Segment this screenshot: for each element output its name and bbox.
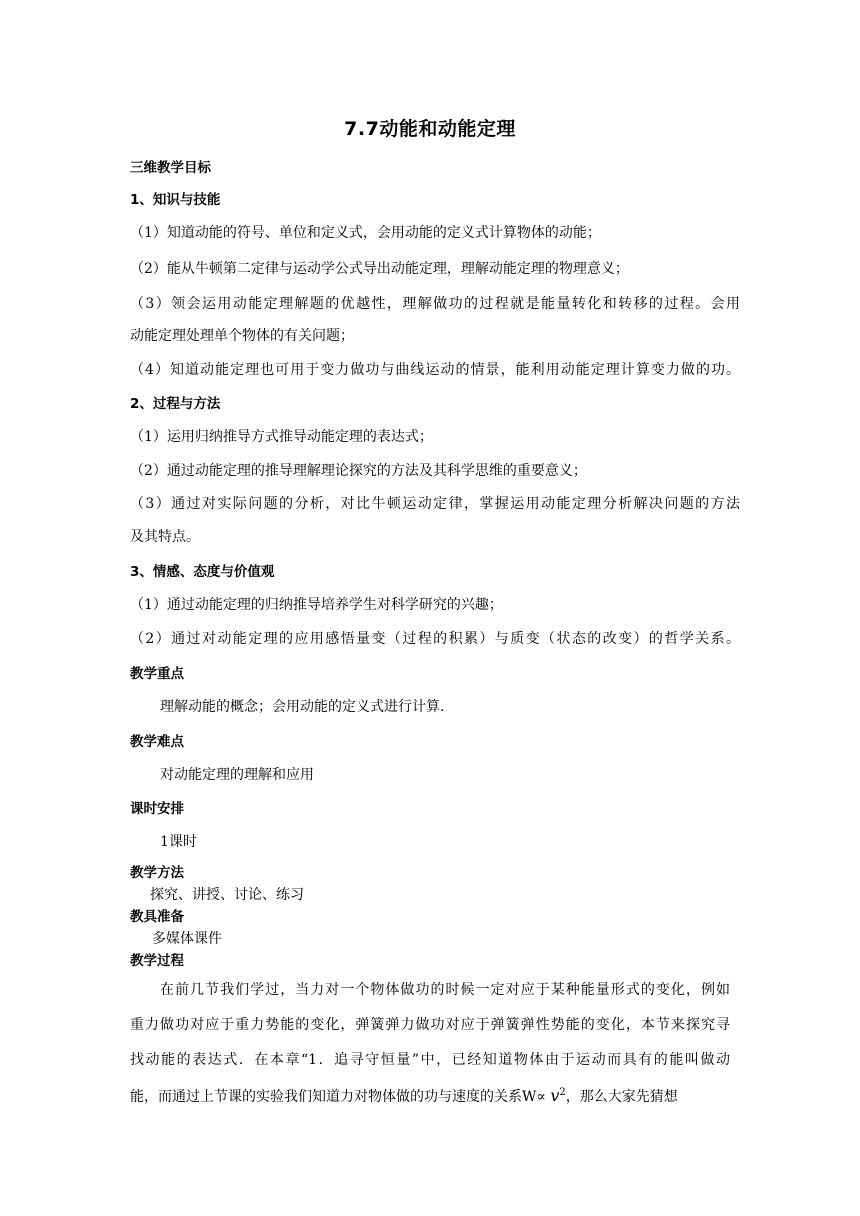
tools-text: 多媒体课件 bbox=[152, 931, 222, 947]
attitude-item-2: （2）通过对动能定理的应用感悟量变（过程的积累）与质变（状态的改变）的哲学关系。 bbox=[130, 631, 740, 647]
method-heading: 教学方法 bbox=[130, 865, 184, 881]
body-line-1: 在前几节我们学过，当力对一个物体做功的时候一定对应于某种能量形式的变化，例如 bbox=[160, 982, 730, 998]
difficulty-text: 对动能定理的理解和应用 bbox=[160, 767, 314, 783]
goals-heading: 三维教学目标 bbox=[130, 160, 211, 176]
body-line-4 bbox=[130, 1086, 730, 1107]
body-line-4-prefix: 能，而通过上节课的实验我们知道力对物体做的功与速度的关系 bbox=[130, 1089, 522, 1105]
method-text: 探究、讲授、讨论、练习 bbox=[150, 887, 304, 903]
velocity-exponent: 2 bbox=[559, 1087, 566, 1098]
attitude-item-1: （1）通过动能定理的归纳推导培养学生对科学研究的兴趣； bbox=[130, 597, 503, 613]
knowledge-item-2: （2）能从牛顿第二定律与运动学公式导出动能定理，理解动能定理的物理意义； bbox=[130, 261, 629, 277]
attitude-heading: 3、情感、态度与价值观 bbox=[130, 564, 275, 580]
procedure-heading: 教学过程 bbox=[130, 953, 184, 969]
process-item-3-line-1: （3）通过对实际问题的分析，对比牛顿运动定律，掌握运用动能定理分析解决问题的方法 bbox=[130, 496, 740, 512]
process-item-1: （1）运用归纳推导方式推导动能定理的表达式； bbox=[130, 429, 433, 445]
velocity-symbol: v bbox=[550, 1086, 560, 1105]
key-points-heading: 教学重点 bbox=[130, 666, 184, 682]
process-heading: 2、过程与方法 bbox=[130, 396, 221, 412]
body-line-4-suffix: ，那么大家先猜想 bbox=[565, 1089, 678, 1105]
work-proportional-symbol: W∝ bbox=[522, 1089, 546, 1105]
difficulty-heading: 教学难点 bbox=[130, 734, 184, 750]
schedule-heading: 课时安排 bbox=[130, 801, 184, 817]
process-item-3-line-2: 及其特点。 bbox=[130, 529, 200, 545]
body-line-3: 找动能的表达式．在本章“1．追寻守恒量”中，已经知道物体由于运动而具有的能叫做动 bbox=[130, 1052, 730, 1068]
knowledge-item-3-line-2: 动能定理处理单个物体的有关问题； bbox=[130, 328, 354, 344]
body-line-2: 重力做功对应于重力势能的变化，弹簧弹力做功对应于弹簧弹性势能的变化，本节来探究寻 bbox=[130, 1017, 730, 1033]
document-title: 7.7动能和动能定理 bbox=[344, 118, 516, 140]
key-points-text: 理解动能的概念；会用动能的定义式进行计算. bbox=[160, 699, 445, 715]
tools-heading: 教具准备 bbox=[130, 909, 184, 925]
knowledge-item-4: （4）知道动能定理也可用于变力做功与曲线运动的情景，能利用动能定理计算变力做的功。 bbox=[130, 362, 740, 378]
process-item-2: （2）通过动能定理的推导理解理论探究的方法及其科学思维的重要意义； bbox=[130, 463, 587, 479]
schedule-text: 1课时 bbox=[160, 834, 197, 850]
knowledge-item-1: （1）知道动能的符号、单位和定义式，会用动能的定义式计算物体的动能； bbox=[130, 225, 601, 241]
knowledge-item-3-line-1: （3）领会运用动能定理解题的优越性，理解做功的过程就是能量转化和转移的过程。会用 bbox=[130, 296, 740, 312]
knowledge-heading: 1、知识与技能 bbox=[130, 192, 221, 208]
